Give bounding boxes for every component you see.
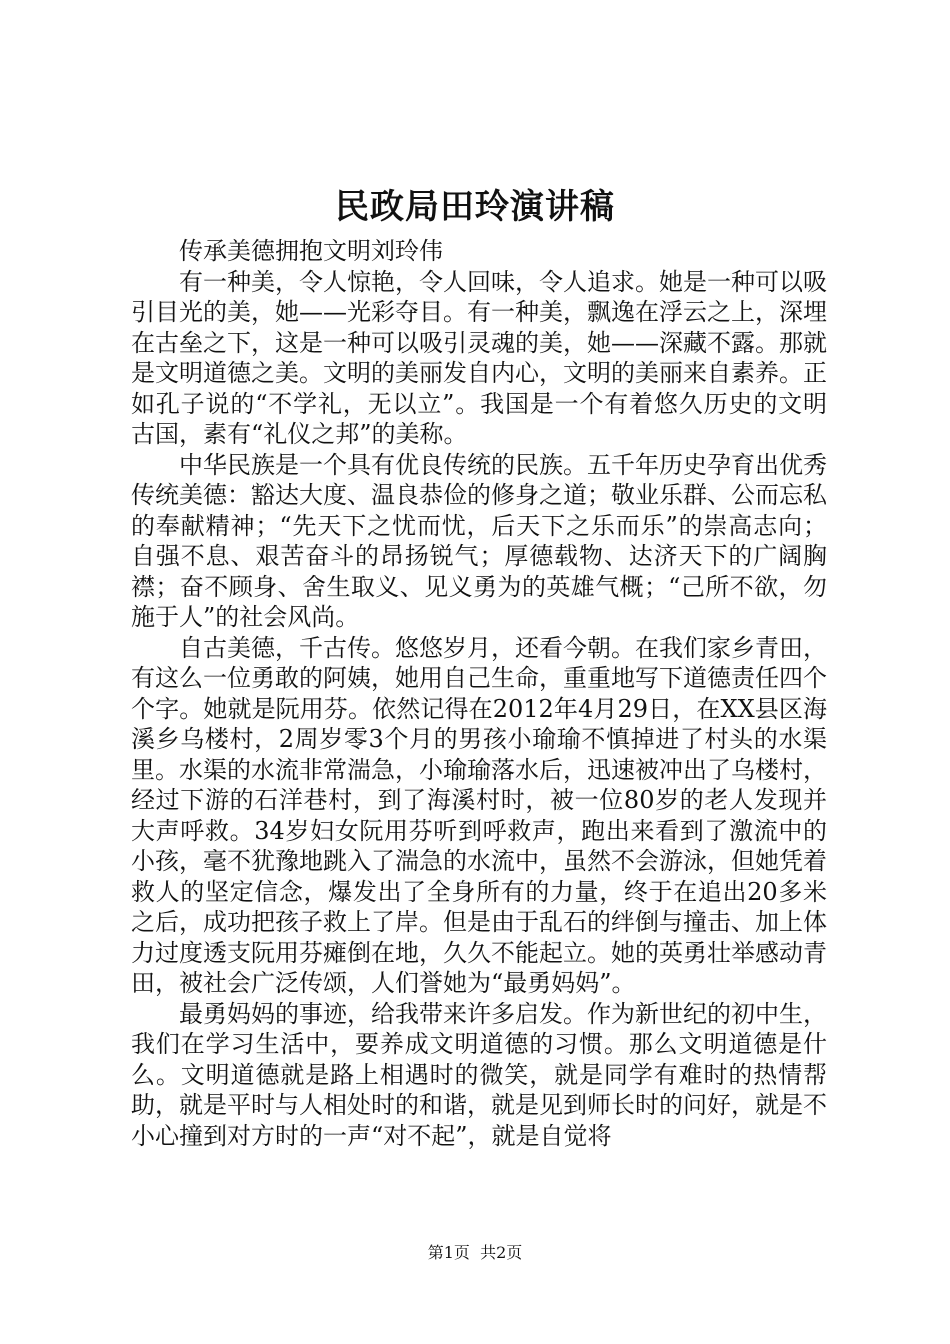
body-paragraph: 中华民族是一个具有优良传统的民族。五千年历史孕育出优秀传统美德：豁达大度、温良恭俭的修身之道；敬业乐群、公而忘私的奉献精神；“先天下之忧而忧，后天下之乐而乐”的崇高志向；自强不息、艰苦奋斗的昂扬锐气；厚德载物、达济天下的广阔胸襟；奋不顾身、舍生取义、见义勇为的英雄气概；“己所不欲，勿施于人”的社会风尚。	[131, 450, 827, 631]
body-paragraph: 自古美德，千古传。悠悠岁月，还看今朝。在我们家乡青田，有这么一位勇敢的阿姨，她用自己生命，重重地写下道德责任四个个字。她就是阮用芬。依然记得在2012年4月29日，在XX县区海溪乡乌楼村，2周岁零3个月的男孩小瑜瑜不慎掉进了村头的水渠里。水渠的水流非常湍急，小瑜瑜落水后，迅速被冲出了乌楼村，经过下游的石洋巷村，到了海溪村时，被一位80岁的老人发现并大声呼救。34岁妇女阮用芬听到呼救声，跑出来看到了激流中的小孩，毫不犹豫地跳入了湍急的水流中，虽然不会游泳，但她凭着救人的坚定信念，爆发出了全身所有的力量，终于在追出20多米之后，成功把孩子救上了岸。但是由于乱石的绊倒与撞击、加上体力过度透支阮用芬瘫倒在地，久久不能起立。她的英勇壮举感动青田，被社会广泛传颂，人们誉她为“最勇妈妈”。	[131, 633, 827, 997]
page-total: 共2页	[480, 1243, 523, 1262]
page-number: 第1页	[427, 1243, 470, 1262]
document-body	[131, 236, 827, 1151]
subtitle-paragraph: 传承美德拥抱文明刘玲伟	[179, 237, 443, 265]
body-paragraph: 有一种美，令人惊艳，令人回味，令人追求。她是一种可以吸引目光的美，她——光彩夺目。有一种美，飘逸在浮云之上，深埋在古垒之下，这是一种可以吸引灵魂的美，她——深藏不露。那就是文明道德之美。文明的美丽发自内心，文明的美丽来自素养。正如孔子说的“不学礼，无以立”。我国是一个有着悠久历史的文明古国，素有“礼仪之邦”的美称。	[131, 267, 827, 448]
page-footer	[0, 1243, 950, 1263]
page-title: 民政局田玲演讲稿	[335, 187, 615, 227]
body-paragraph: 最勇妈妈的事迹，给我带来许多启发。作为新世纪的初中生，我们在学习生活中，要养成文明道德的习惯。那么文明道德是什么。文明道德就是路上相遇时的微笑，就是同学有难时的热情帮助，就是平时与人相处时的和谐，就是见到师长时的问好，就是不小心撞到对方时的一声“对不起”，就是自觉将	[131, 999, 827, 1150]
